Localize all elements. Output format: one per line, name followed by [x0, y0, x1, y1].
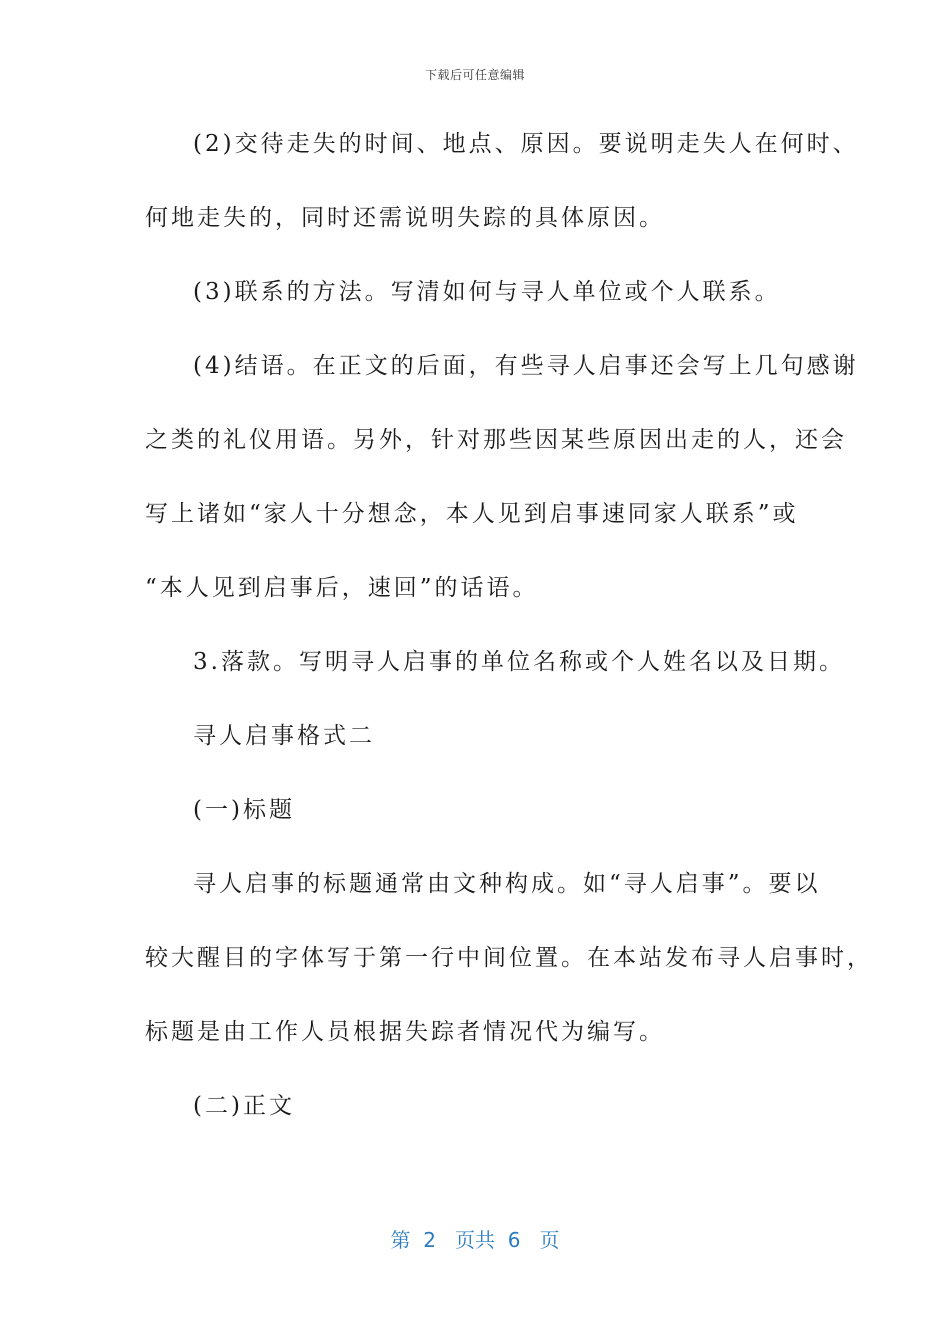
- paragraph-line: 3.落款。写明寻人启事的单位名称或个人姓名以及日期。: [193, 649, 845, 675]
- footer-middle: 页共: [455, 1228, 495, 1252]
- paragraph-line: 标题是由工作人员根据失踪者情况代为编写。: [145, 1019, 665, 1045]
- footer-total-pages: 6: [507, 1228, 521, 1252]
- page-footer: [0, 1224, 950, 1253]
- subsection-heading: (二)正文: [193, 1093, 295, 1119]
- paragraph-line: 寻人启事的标题通常由文种构成。如“寻人启事”。要以: [193, 871, 821, 897]
- section-heading: 寻人启事格式二: [193, 723, 375, 749]
- paragraph-line: (4)结语。在正文的后面，有些寻人启事还会写上几句感谢: [193, 353, 859, 379]
- page-header: 下载后可任意编辑: [424, 68, 525, 82]
- footer-page-number: 2: [423, 1228, 436, 1252]
- paragraph-line: 之类的礼仪用语。另外，针对那些因某些原因出走的人，还会: [145, 427, 847, 453]
- footer-prefix: 第: [390, 1228, 411, 1252]
- paragraph-line: 写上诸如“家人十分想念，本人见到启事速同家人联系”或: [145, 501, 799, 527]
- paragraph-line: 较大醒目的字体写于第一行中间位置。在本站发布寻人启事时，: [145, 945, 873, 971]
- paragraph-line: (2)交待走失的时间、地点、原因。要说明走失人在何时、: [193, 131, 859, 157]
- paragraph-line: (3)联系的方法。写清如何与寻人单位或个人联系。: [193, 279, 781, 305]
- footer-suffix: 页: [539, 1228, 560, 1252]
- paragraph-line: “本人见到启事后，速回”的话语。: [145, 575, 539, 601]
- subsection-heading: (一)标题: [193, 797, 295, 823]
- paragraph-line: 何地走失的，同时还需说明失踪的具体原因。: [145, 205, 665, 231]
